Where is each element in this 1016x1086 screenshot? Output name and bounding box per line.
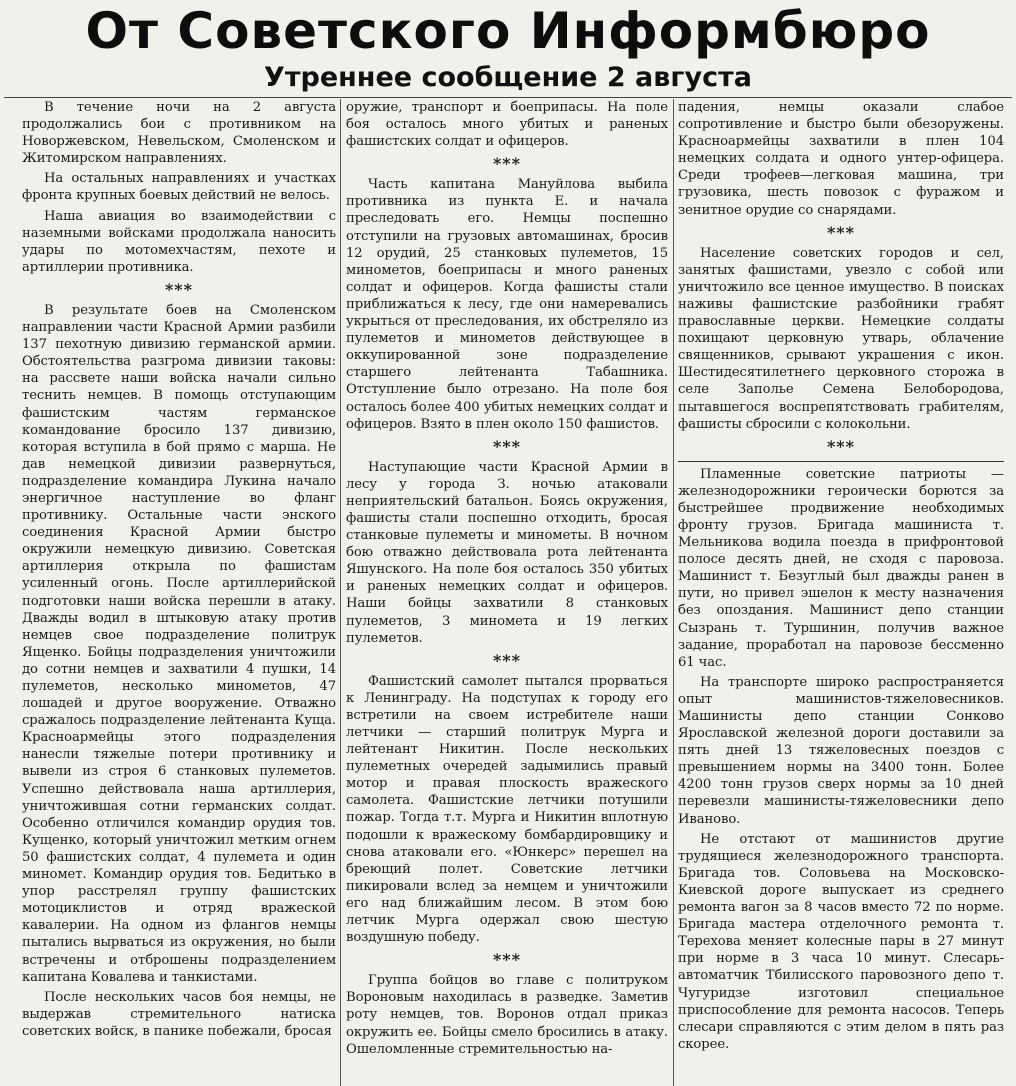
paragraph: Население советских городов и сел, занятых фашистами, увезло с собой или уничтожило все ценное имущество. В поисках наживы фашистские разбойники грабят православные церкви. Немецкие солдаты похищают церковную утварь, облачение священников, срывают украшения с икон. Шестидесятилетнего церковного сторожа в селе Заполье Семена Белобородова, пытавшегося воспрепятствовать грабителям, фашисты сбросили с колокольни. — [678, 245, 1004, 432]
section-separator-stars: *** — [164, 279, 194, 299]
paragraph: Фашистский самолет пытался прорваться к Ленинграду. На подступах к городу его встретили на своем истребителе наши летчики — старший политрук Мурга и лейтенант Никитин. После нескольких пулеметных очередей задымились правый мотор и правая плоскость вражеского самолета. Фашистские летчики потушили пожар. Тогда т.т. Мурга и Никитин вплотную подошли к вражескому бомбардировщику и снова атаковали его. «Юнкерс» перешел на бреющий полет. Советские летчики пикировали вслед за немцем и уничтожили его над ближайшим лесом. В этом бою летчик Мурга одержал свою шестую воздушную победу. — [346, 673, 668, 946]
column-1 — [22, 99, 336, 1086]
section-separator-stars: *** — [492, 436, 522, 456]
paragraph: В результате боев на Смоленском направлении части Красной Армии разбили 137 пехотную дивизию германской армии. Обстоятельства разгрома дивизии таковы: на рассвете наши войска начали сильно теснить немцев. В помощь отступающим фашистским частям германское командование бросило 137 дивизию, которая вступила в бой прямо с марша. Не дав немецкой дивизии развернуться, подразделение командира Лукина начало энергичное наступление во фланг противнику. Остальные части энского соединения Красной Армии быстро окружили немецкую дивизию. Советская артиллерия открыла по фашистам усиленный огонь. После артиллерийской подготовки наши войска перешли в атаку. Дважды водил в штыковую атаку против немцев свое подразделение политрук Ященко. Бойцы подразделения уничтожили до сотни немцев и захватили 4 пушки, 14 пулеметов, несколько минометов, 47 лошадей и другое вооружение. Отважно сражалось подразделение лейтенанта Куща. Красноармейцы этого подразделения нанесли тяжелые потери противнику и вывели из строя 6 станковых пулеметов. Успешно действовала наша артиллерия, уничтожившая сотни германских солдат. Особенно отличился командир орудия тов. Кущенко, который уничтожил метким огнем 50 фашистских солдат, 4 пулемета и один миномет. Командир орудия тов. Бедитько в упор расстрелял группу фашистских мотоциклистов и отряд вражеской кавалерии. На одном из флангов немцы пытались вырваться из окружения, но были встречены и отброшены подразделением капитана Ковалева и танкистами. — [22, 302, 336, 985]
paragraph: Группа бойцов во главе с политруком Вороновым находилась в разведке. Заметив роту немцев, тов. Воронов отдал приказ окружить ее. Бойцы смело бросились в атаку. Ошеломленные стремительностью на- — [346, 973, 668, 1057]
column-divider — [340, 99, 341, 1086]
newspaper-title: От Советского Информбюро — [85, 2, 931, 60]
paragraph: Часть капитана Мануйлова выбила противника из пункта Е. и начала преследовать его. Немцы поспешно отступили на грузовых автомашинах, бросив 12 орудий, 25 станковых пулеметов, 15 минометов, боеприпасы и много раненых солдат и офицеров. Когда фашисты стали приближаться к лесу, где они намеревались укрыться от преследования, их обстреляло из пулеметов и минометов действующее в оккупированной зоне подразделение старшего лейтенанта Табашника. Отступление было отрезано. На поле боя осталось более 400 убитых немецких солдат и офицеров. Взято в плен около 150 фашистов. — [346, 177, 668, 432]
paragraph: После нескольких часов боя немцы, не выдержав стремительного натиска советских войск, в панике побежали, бросая — [22, 989, 336, 1039]
section-separator-stars: *** — [492, 154, 522, 174]
subheadline — [0, 60, 1016, 96]
column-divider — [673, 99, 674, 1086]
section-rule — [678, 461, 1004, 462]
section-separator-stars: *** — [826, 222, 856, 242]
paragraph: На остальных направлениях и участках фронта крупных боевых действий не велось. — [22, 171, 336, 204]
header-rule — [4, 97, 1012, 98]
paragraph: На транспорте широко распространяется опыт машинистов-тяжеловесников. Машинисты депо станции Сонково Ярославской железной дороги доставили за пять дней 13 тяжеловесных поездов с превышением нормы на 3400 тонн. Более 4200 тонн грузов сверх нормы за 10 дней перевезли машинисты-тяжеловесники депо Иваново. — [678, 674, 1004, 827]
paragraph: Пламенные советские патриоты — железнодорожники героически борются за быстрейшее продвижение необходимых фронту грузов. Бригада машиниста т. Мельникова водила поезда в прифронтовой полосе десять дней, не сходя с паровоза. Машинист т. Безуглый был дважды ранен в пути, но привел эшелон к месту назначения без опоздания. Машинист депо станции Сызрань т. Туршинин, получив важное задание, проработал на паровозе бессменно 61 час. — [678, 466, 1004, 670]
article-columns — [0, 99, 1016, 1086]
paragraph: Наша авиация во взаимодействии с наземными войсками продолжала наносить удары по мотомехчастям, пехоте и артиллерии противника. — [22, 208, 336, 275]
paragraph: оружие, транспорт и боеприпасы. На поле боя осталось много убитых и раненых фашистских солдат и офицеров. — [346, 100, 668, 150]
report-title: Утреннее сообщение 2 августа — [264, 62, 752, 93]
section-separator-stars: *** — [492, 650, 522, 670]
section-separator-stars: *** — [492, 950, 522, 970]
column-3 — [678, 99, 1004, 1086]
paragraph: Не отстают от машинистов другие трудящиеся железнодорожного транспорта. Бригада тов. Соловьева на Московско-Киевской дороге выпускает из среднего ремонта вагон за 8 часов вместо 72 по норме. Бригада мастера отделочного ремонта т. Терехова меняет колесные пары в 27 минут при норме в 3 часа 10 минут. Слесарь-автоматчик Тбилисского паровозного депо т. Чугуридзе изготовил специальное приспособление для ремонта насосов. Теперь слесари справляются с этим делом в пять раз скорее. — [678, 831, 1004, 1052]
paragraph: Наступающие части Красной Армии в лесу у города З. ночью атаковали неприятельский батальон. Боясь окружения, фашисты стали поспешно отходить, бросая станковые пулеметы и минометы. В ночном бою отважно действовала рота лейтенанта Яшунского. На поле боя осталось 350 убитых и раненых немецких солдат и офицеров. Наши бойцы захватили 8 станковых пулеметов, 3 миномета и 19 легких пулеметов. — [346, 459, 668, 646]
column-2 — [346, 99, 668, 1086]
paragraph: В течение ночи на 2 августа продолжались бои с противником на Новоржевском, Невельском, Смоленском и Житомирском направлениях. — [22, 100, 336, 167]
paragraph: падения, немцы оказали слабое сопротивление и быстро были обезоружены. Красноармейцы захватили в плен 104 немецких солдата и одного унтер-офицера. Среди трофеев—легковая машина, три грузовика, шесть повозок с фуражом и зенитное орудие со снарядами. — [678, 100, 1004, 218]
masthead — [0, 0, 1016, 62]
section-separator-stars: *** — [826, 436, 856, 456]
